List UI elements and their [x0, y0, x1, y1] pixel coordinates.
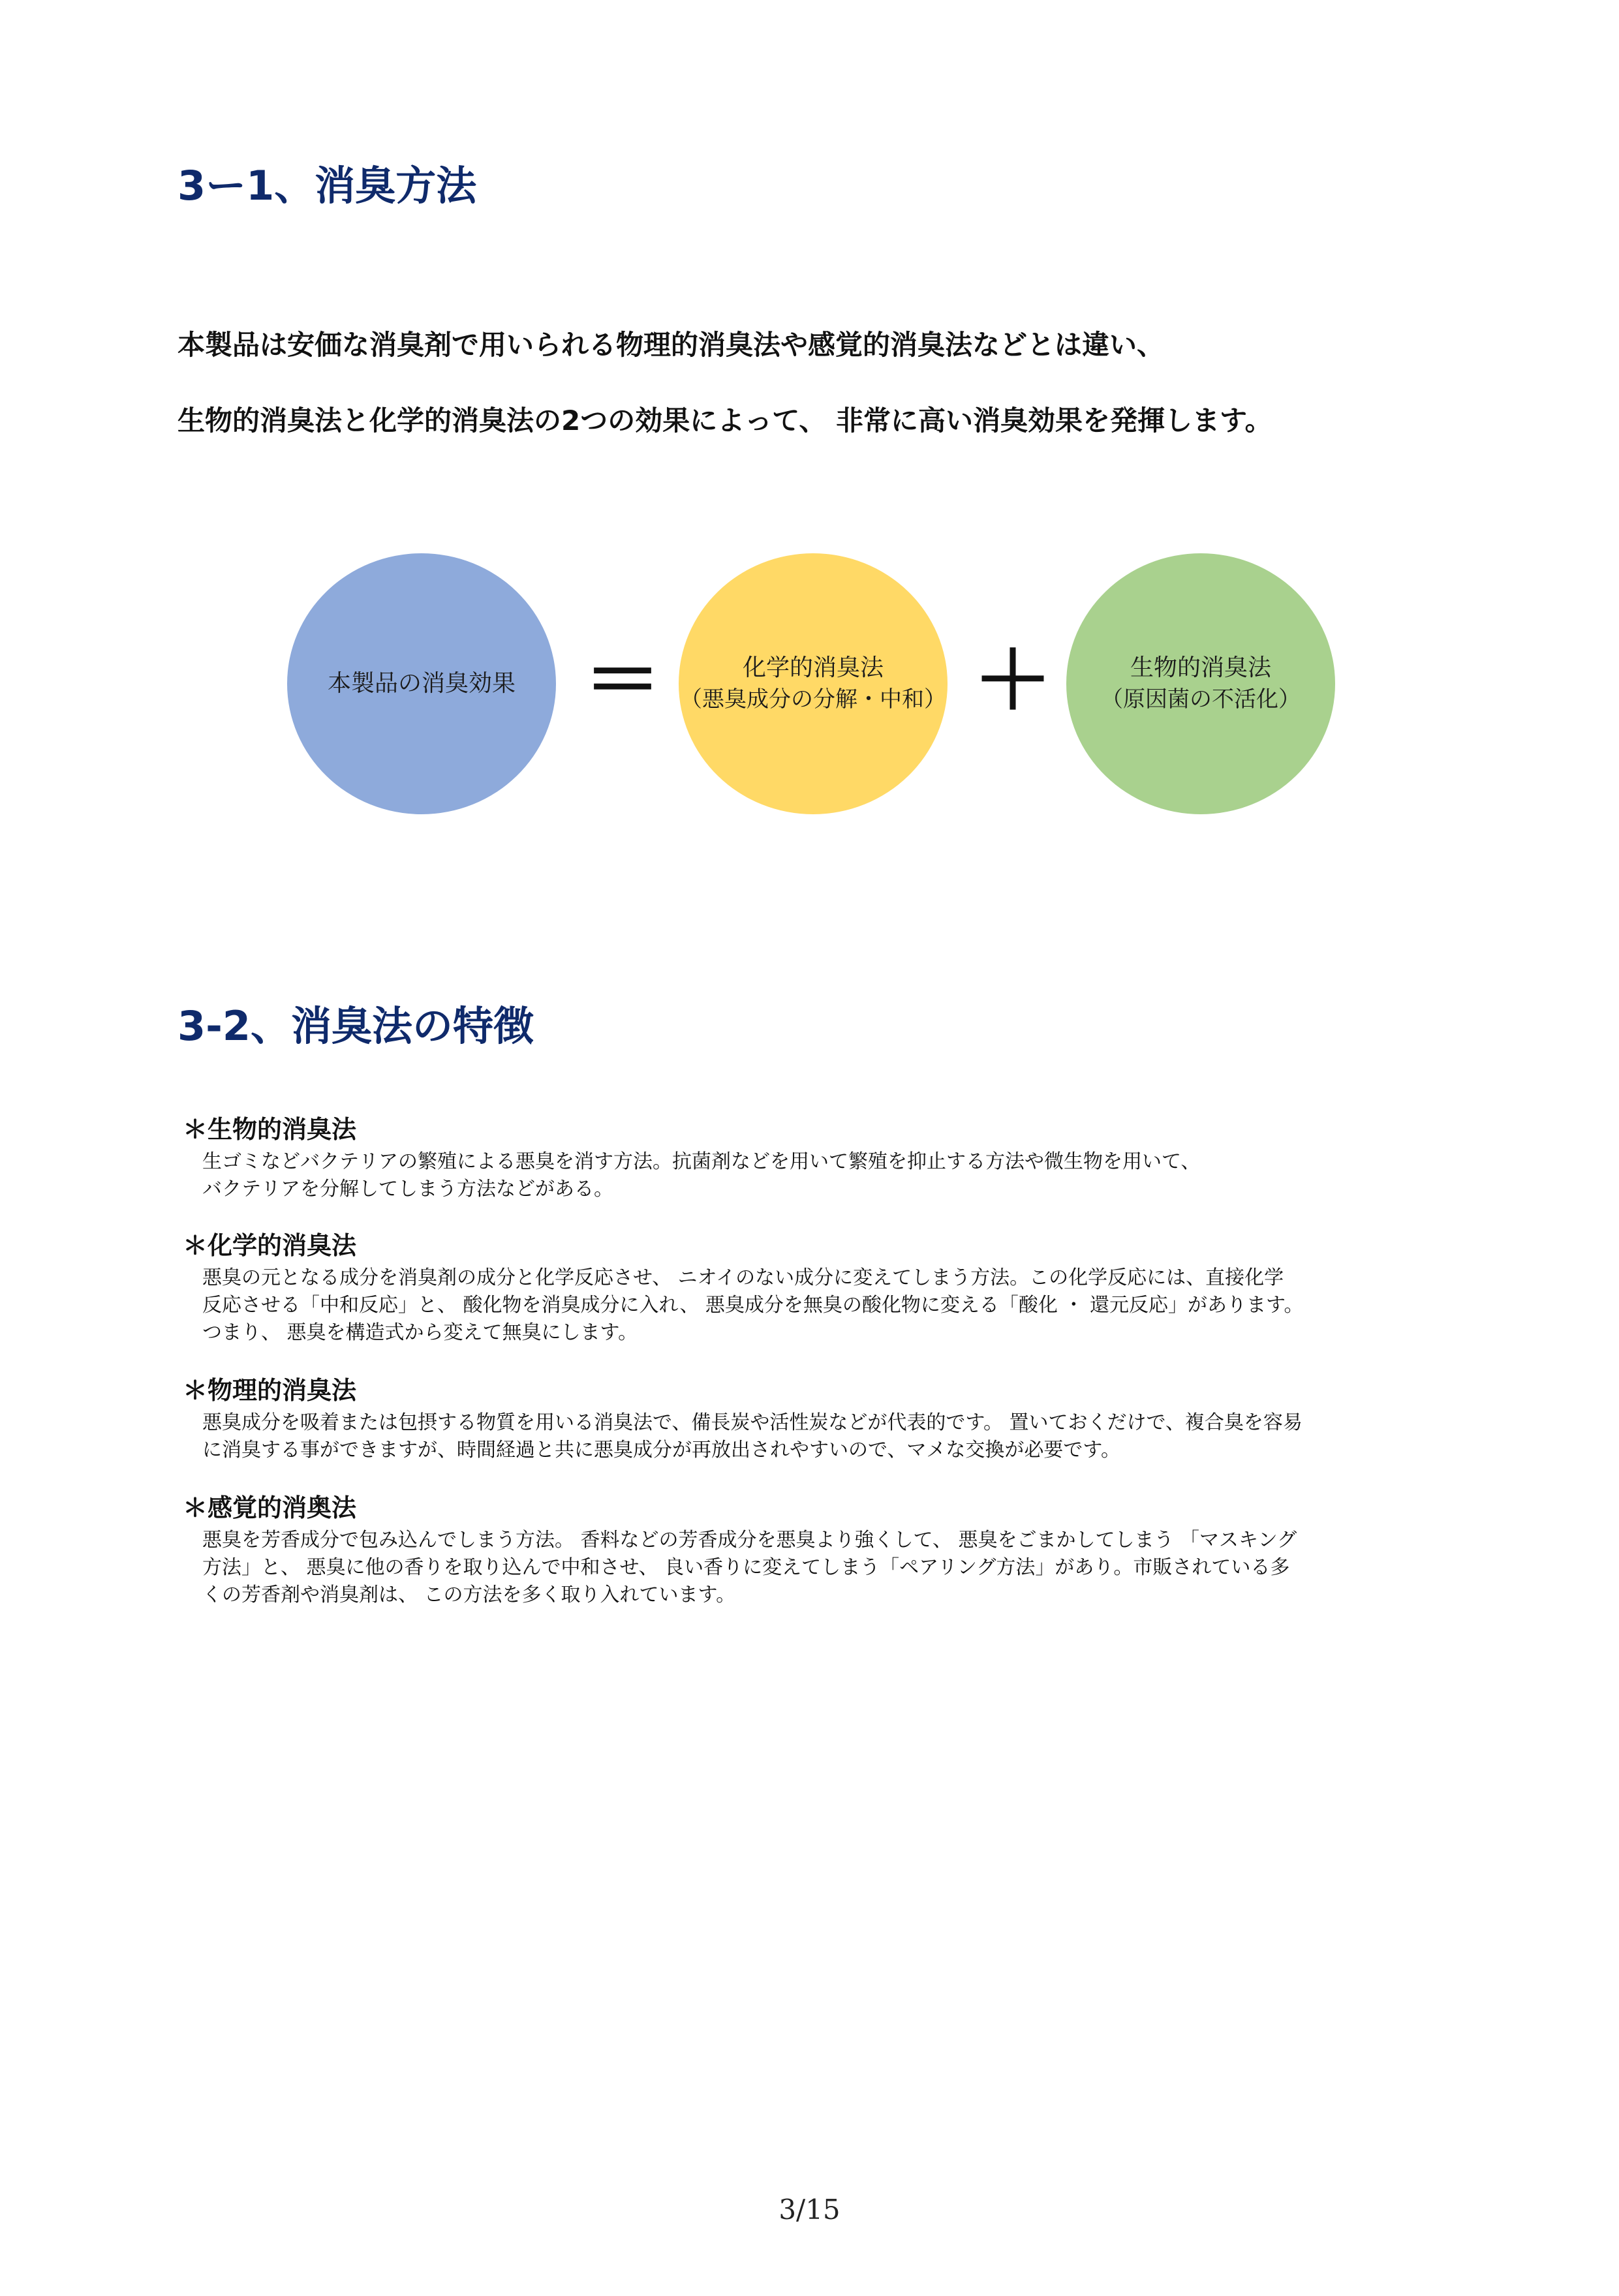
product-effect-circle: [287, 553, 556, 814]
feature-text-line: 反応させる「中和反応」と、 酸化物を消臭成分に入れ、 悪臭成分を無臭の酸化物に変える「酸化 ・ 還元反応」があります。: [202, 1294, 1304, 1317]
feature-text-line: バクテリアを分解してしまう方法などがある。: [202, 1178, 613, 1201]
feature-text-line: 悪臭を芳香成分で包み込んでしまう方法。 香料などの芳香成分を悪臭より強くして、 悪臭をごまかしてしまう 「マスキング: [202, 1529, 1297, 1552]
feature-text-chemical: [202, 1264, 1442, 1347]
feature-title-biological: ＊生物的消臭法: [183, 1115, 357, 1144]
plus-sign: ＋: [974, 635, 1052, 726]
intro-text-line-1: 本製品は安価な消臭剤で用いられる物理的消臭法や感覚的消臭法などとは違い、: [177, 329, 1165, 361]
chemical-method-title: 化学的消臭法: [742, 654, 884, 681]
feature-text-sensory: [202, 1527, 1442, 1609]
feature-text-line: 生ゴミなどバクテリアの繁殖による悪臭を消す方法。抗菌剤などを用いて繁殖を抑止する方法や微生物を用いて、: [202, 1150, 1201, 1173]
feature-text-line: つまり、 悪臭を構造式から変えて無臭にします。: [202, 1321, 638, 1344]
biological-method-circle: [1066, 553, 1335, 814]
intro-text-line-2: 生物的消臭法と化学的消臭法の2つの効果によって、 非常に高い消臭効果を発揮します。: [177, 405, 1272, 436]
section-heading-method-features: 3-2、消臭法の特徴: [177, 1002, 534, 1050]
chemical-method-subtitle: （悪臭成分の分解・中和）: [680, 686, 946, 712]
product-effect-label: 本製品の消臭効果: [327, 670, 516, 697]
biological-method-subtitle: （原因菌の不活化）: [1101, 686, 1301, 712]
feature-title-sensory: ＊感覚的消奥法: [183, 1493, 357, 1522]
feature-text-line: 悪臭成分を吸着または包摂する物質を用いる消臭法で、備長炭や活性炭などが代表的です。 置いておくだけで、複合臭を容易: [202, 1411, 1303, 1434]
feature-text-line: くの芳香剤や消臭剤は、 この方法を多く取り入れています。: [202, 1584, 736, 1606]
feature-text-line: 方法」と、 悪臭に他の香りを取り込んで中和させ、 良い香りに変えてしまう「ペアリング方法」があり。市販されている多: [202, 1556, 1290, 1579]
feature-title-physical: ＊物理的消臭法: [183, 1376, 357, 1405]
section-heading-deodorization-methods: 3ー1、消臭方法: [177, 162, 477, 209]
feature-text-line: に消臭する事ができますが、時間経過と共に悪臭成分が再放出されやすいので、マメな交換が必要です。: [202, 1439, 1120, 1462]
chemical-method-circle: [679, 553, 948, 814]
equals-sign: ＝: [583, 635, 662, 726]
feature-text-line: 悪臭の元となる成分を消臭剤の成分と化学反応させ、 ニオイのない成分に変えてしまう方法。この化学反応には、直接化学: [202, 1266, 1284, 1289]
page-number: 3/15: [779, 2194, 840, 2226]
biological-method-title: 生物的消臭法: [1130, 654, 1271, 681]
feature-title-chemical: ＊化学的消臭法: [183, 1231, 357, 1260]
feature-text-physical: [202, 1409, 1442, 1464]
feature-text-biological: [202, 1148, 1442, 1203]
